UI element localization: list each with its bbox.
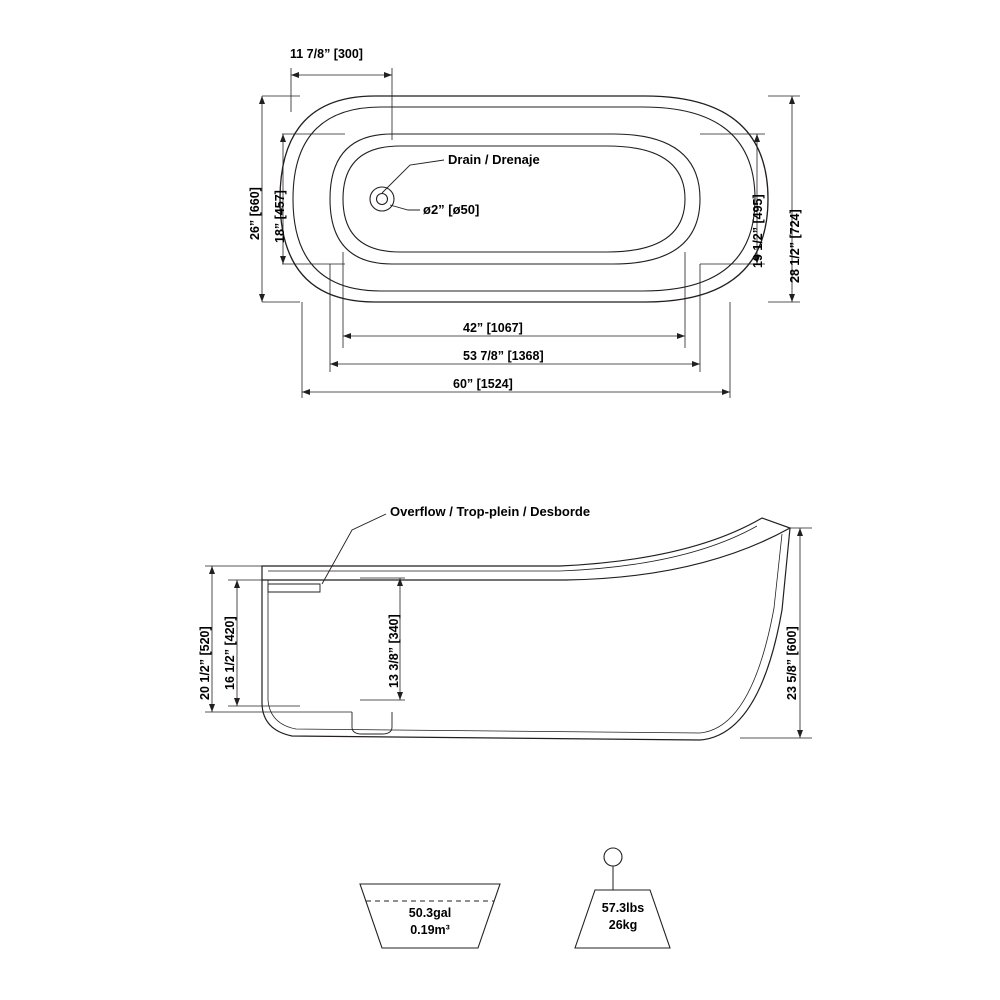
- callout-overflow: Overflow / Trop-plein / Desborde: [390, 504, 591, 519]
- drain-inner-circle: [377, 194, 388, 205]
- top-view-geometry: [280, 96, 768, 302]
- dim-label-height-520: 20 1/2” [520]: [198, 626, 212, 700]
- weight-lbs: 57.3lbs: [601, 901, 645, 915]
- weight-spec: [573, 900, 673, 934]
- drain-outer-circle: [370, 187, 394, 211]
- capacity-gal: 50.3gal: [408, 906, 452, 920]
- side-view-geometry: [262, 518, 790, 740]
- callout-drain: Drain / Drenaje: [448, 152, 540, 167]
- capacity-m3: 0.19m³: [410, 922, 450, 937]
- side-view-dimensions: [205, 514, 812, 738]
- dim-label-length-1524: 60” [1524]: [453, 377, 513, 391]
- dim-label-inner-width-457: 18” [457]: [273, 190, 287, 243]
- dim-label-height-340: 13 3/8” [340]: [387, 614, 401, 688]
- weight-kg: 26kg: [608, 917, 638, 932]
- capacity-spec: [380, 905, 480, 939]
- dim-label-length-1368: 53 7/8” [1368]: [463, 349, 544, 363]
- dim-label-length-1067: 42” [1067]: [463, 321, 523, 335]
- dim-label-right-495: 19 1/2” [495]: [751, 194, 765, 268]
- dim-label-right-724: 28 1/2” [724]: [788, 209, 802, 283]
- callout-drain-size: ø2” [ø50]: [423, 202, 480, 217]
- dim-label-inner-width-660: 26” [660]: [248, 187, 262, 240]
- dim-label-top-offset: 11 7/8” [300]: [290, 47, 363, 61]
- dim-label-height-420: 16 1/2” [420]: [223, 616, 237, 690]
- dim-label-height-600: 23 5/8” [600]: [785, 626, 799, 700]
